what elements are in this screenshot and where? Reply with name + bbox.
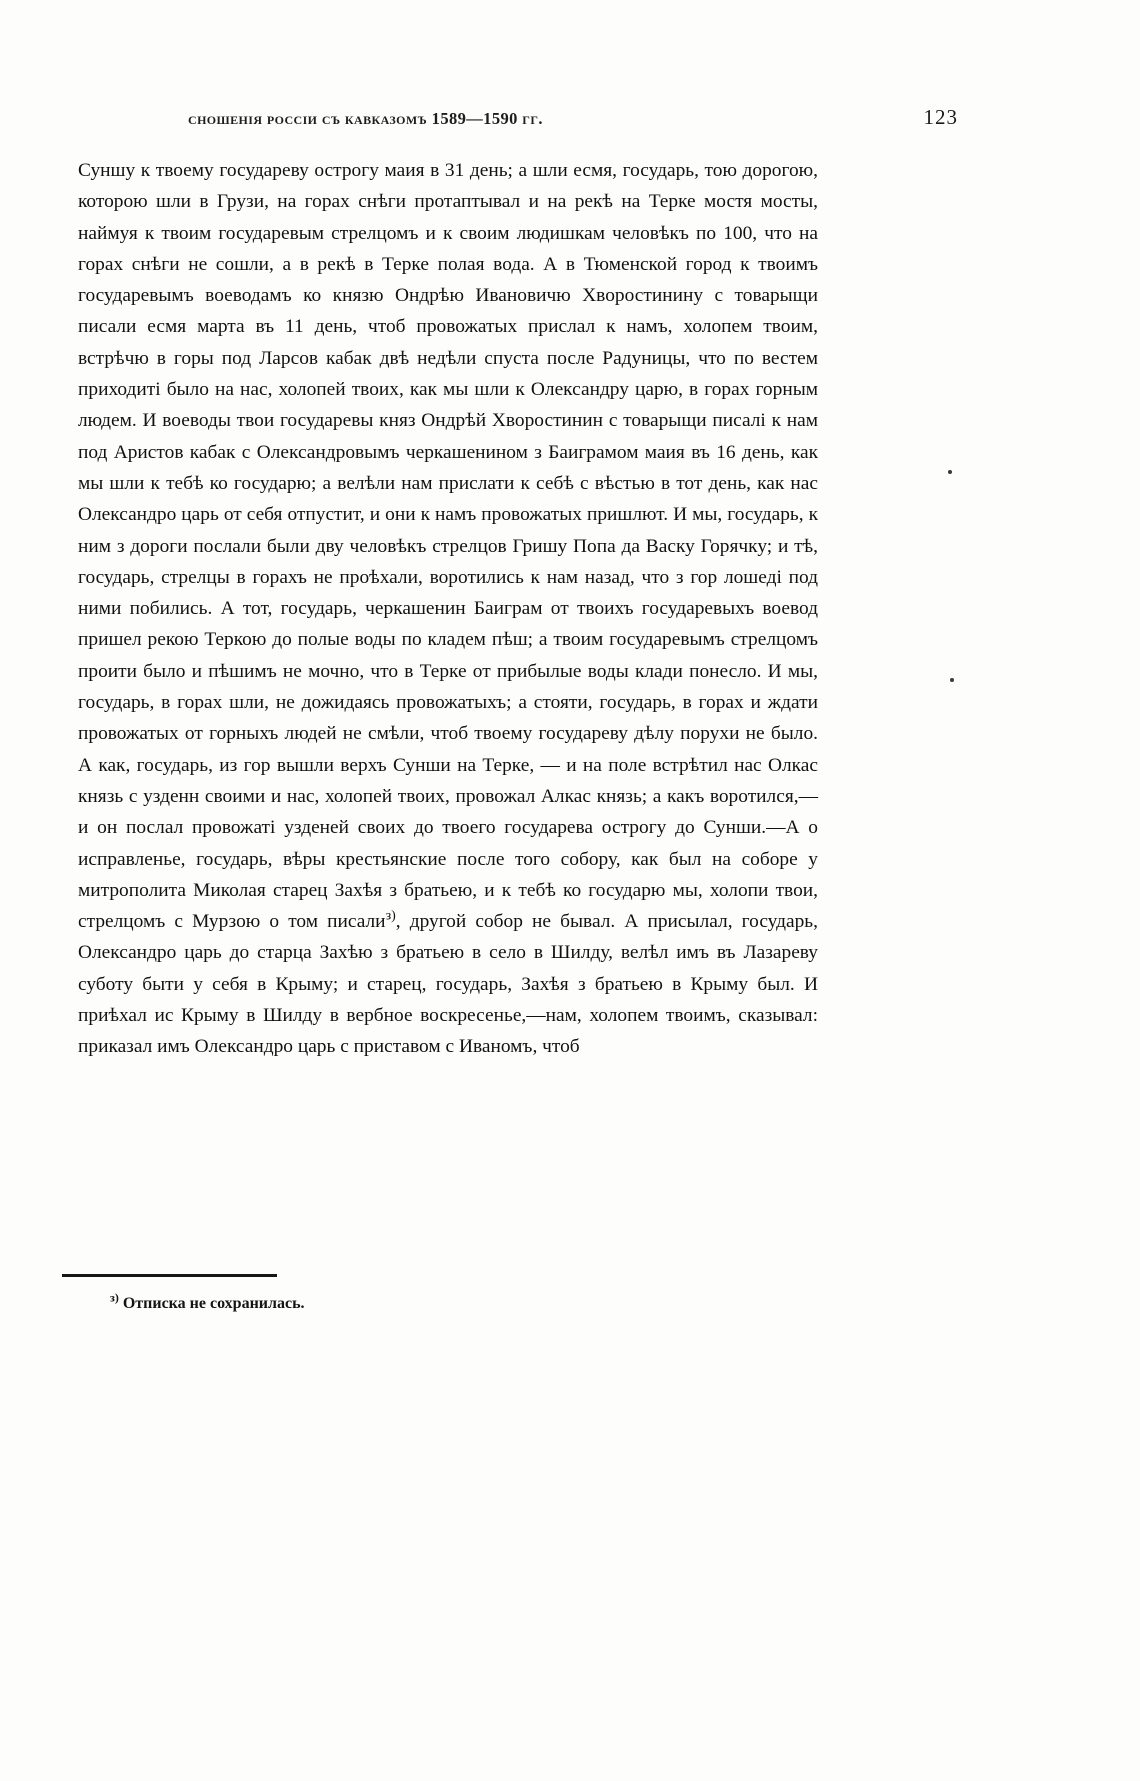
margin-speck [950,678,954,682]
footnote-marker: з) [110,1290,119,1305]
footnote-reference: з) [385,908,396,924]
footnote [110,1292,710,1316]
page-header [188,105,958,130]
page-number: 123 [923,105,958,129]
paragraph-part-1: Суншу к твоему государеву острогу маия в 31 день; а шли есмя, государь, тою дорогою, которою шли в Грузи, на горах снѣги протаптывал и на рекѣ на Терке мостя мосты, наймуя к твоим государевым стрелцомъ и к своим людишкам человѣкъ по 100, что на горах снѣги не сошли, а в рекѣ в Терке полая вода. А в Тюменской город к твоимъ государевымъ воеводамъ ко князю Ондрѣю Ивановичю Хворостинину с товарыщи писали есмя марта въ 11 день, чтоб провожатых прислал к намъ, холопем твоим, встрѣчю в горы под Ларсов кабак двѣ недѣли спуста после Радуницы, что по вестем приходиті было на нас, холопей твоих, как мы шли к Олександру царю, в горах горным людем. И воеводы твои государевы княз Ондрѣй Хворостинин с товарыщи писалі к нам под Аристов кабак с Олександровымъ черкашенином з Баиграмом маия въ 16 день, как мы шли к тебѣ ко государю; а велѣли нам прислати к себѣ с вѣстью в тот день, как нас Олександро царь от себя отпустит, и они к намъ провожатых пришлют. И мы, государь, к ним з дороги послали были дву человѣкъ стрелцов Гришу Попа да Васку Горячку; и тѣ, государь, стрелцы в горахъ не проѣхали, воротились к нам назад, что з гор лошеді под ними побились. А тот, государь, черкашенин Баиграм от твоихъ государевыхъ воевод пришел рекою Теркою до полые воды по кладем пѣш; а твоим государевымъ стрелцомъ проити было и пѣшимъ не мочно, что в Терке от прибылые воды клади понесло. И мы, государь, в горах шли, не дожидаясь провожатыхъ; а стояти, государь, в горах и ждати провожатых от горныхъ людей не смѣли, чтоб твоему государеву дѣлу порухи не было. А как, государь, из гор вышли верхъ Сунши на Терке, — и на поле встрѣтил нас Олкас князь с узденн своими и нас, холопей твоих, провожал Алкас князь; а какъ воротился,—и он послал провожаті узденей своих до твоего государева острогу до Сунши.—А о исправленье, государь, вѣры крестьянские после того собору, как был на соборе у митрополита Миколая старец Захѣя з братьею, и к тебѣ ко государю мы, холопи твои, стрелцомъ с Мурзою о том писали [78,160,818,933]
running-title: сношенія россіи съ кавказомъ 1589—1590 гг. [188,109,543,128]
body-text [78,155,818,1063]
paragraph-part-2: , другой собор не бывал. А присылал, государь, Олександро царь до старца Захѣю з братьею в село в Шилду, велѣл имъ въ Лазареву суботу быти у себя в Крыму; и старец, государь, Захѣя з братьею в Крыму был. И приѣхал ис Крыму в Шилду в вербное воскресенье,—нам, холопем твоимъ, сказывал: приказал имъ Олександро царь с приставом с Иваномъ, чтоб [78,911,818,1058]
margin-speck [948,470,952,474]
footnote-text: Отписка не сохранилась. [118,1295,305,1312]
main-paragraph [78,155,818,1063]
footnote-divider [62,1274,277,1277]
